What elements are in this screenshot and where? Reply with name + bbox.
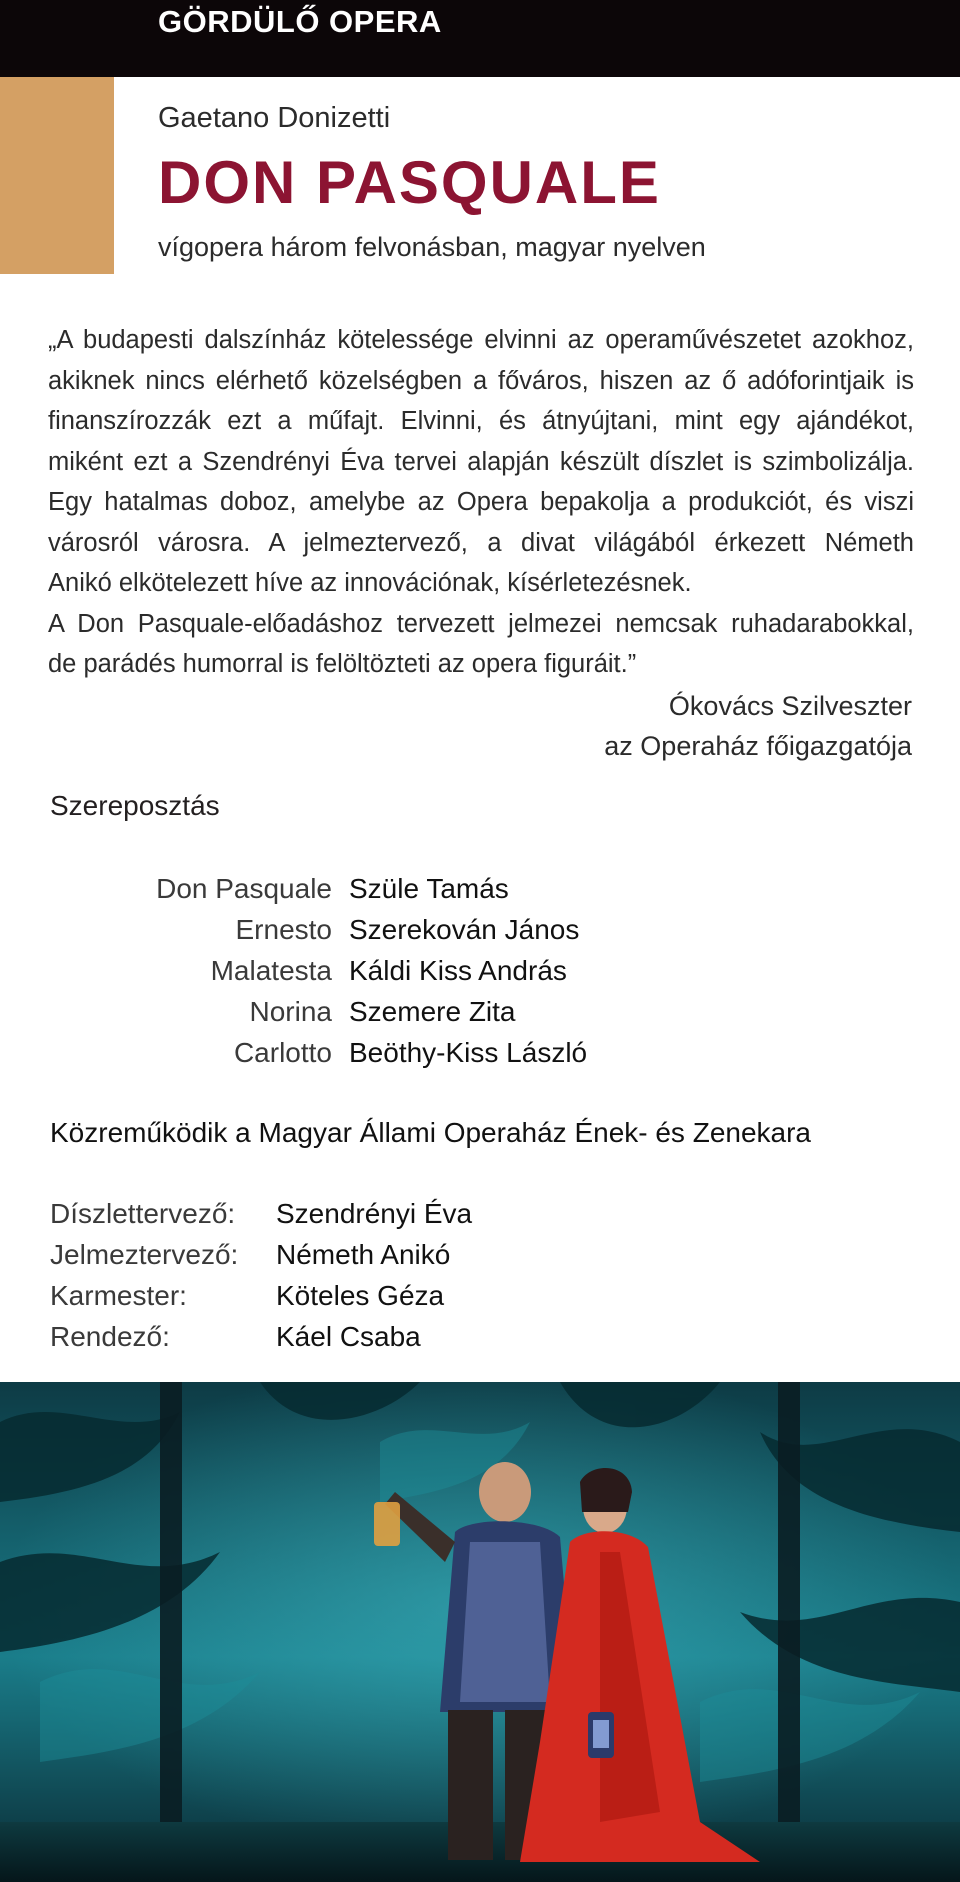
credit-value: Köteles Géza (276, 1280, 445, 1311)
header-bar (0, 0, 960, 77)
quote-line: Anikó elkötelezett híve az innovációnak, kísérletezésnek. (48, 569, 692, 597)
cast-actor: Szerekován János (349, 914, 580, 945)
quote-line: városról városra. A jelmeztervező, a divat világából érkezett Németh (48, 528, 914, 557)
cast-row (0, 1033, 960, 1074)
quote-line: „A budapesti dalszínház kötelessége elvinni az operaművészetet azokhoz, (48, 326, 914, 354)
stage-photo (0, 1382, 960, 1882)
quote-line: finanszírozzák ezt a műfajt. Elvinni, és átnyújtani, mint egy ajándékot, (48, 407, 914, 435)
opera-title: DON PASQUALE (158, 149, 661, 216)
quote-line: Egy hatalmas doboz, amelybe az Opera bepakolja a produkciót, és viszi (48, 488, 914, 516)
director-quote (48, 320, 914, 685)
cast-heading: Szereposztás (50, 790, 220, 821)
credit-value: Káel Csaba (276, 1321, 421, 1352)
cast-row (0, 869, 960, 910)
stage-photo-illustration (0, 1382, 960, 1882)
series-title: GÖRDÜLŐ OPERA (158, 4, 442, 39)
credit-value: Szendrényi Éva (276, 1198, 473, 1229)
credit-label: Karmester: (50, 1280, 187, 1311)
quote-line: miként ezt a Szendrényi Éva tervei alapján készült díszlet is szimbolizálja. (48, 447, 914, 476)
cast-list (0, 869, 960, 1074)
cast-actor: Szüle Tamás (349, 873, 509, 904)
cast-role: Carlotto (233, 1037, 332, 1068)
cast-row (0, 992, 960, 1033)
credits-list (50, 1194, 750, 1358)
cast-actor: Szemere Zita (349, 996, 516, 1027)
cast-role: Malatesta (210, 955, 332, 986)
credit-label: Díszlettervező: (50, 1198, 236, 1229)
credit-row (50, 1194, 750, 1235)
opera-subtitle: vígopera három felvonásban, magyar nyelven (158, 232, 706, 262)
quote-attribution (604, 686, 912, 766)
cast-row (0, 951, 960, 992)
quote-author: Ókovács Szilveszter (668, 691, 912, 721)
cast-actor: Beöthy-Kiss László (349, 1037, 588, 1068)
composer-name: Gaetano Donizetti (158, 102, 391, 134)
credit-row (50, 1235, 750, 1276)
quote-line: A Don Pasquale-előadáshoz tervezett jelmezei nemcsak ruhadarabokkal, (48, 609, 914, 638)
cast-actor: Káldi Kiss András (349, 955, 567, 986)
credit-row (50, 1317, 750, 1358)
cast-role: Ernesto (235, 914, 332, 945)
quote-line: akiknek nincs elérhető közelségben a főváros, hiszen az ő adóforintjaik is (48, 366, 914, 395)
credit-label: Rendező: (50, 1321, 170, 1352)
cast-row (0, 910, 960, 951)
cast-role: Don Pasquale (156, 873, 332, 904)
ensemble-credit: Közreműködik a Magyar Állami Operaház Ének- és Zenekara (50, 1117, 812, 1148)
accent-block (0, 77, 114, 274)
quote-line: de parádés humorral is felöltözteti az opera figuráit.” (48, 650, 637, 678)
cast-role: Norina (249, 996, 332, 1027)
quote-author-title: az Operaház főigazgatója (604, 731, 912, 761)
credit-label: Jelmeztervező: (50, 1239, 239, 1270)
credit-row (50, 1276, 750, 1317)
credit-value: Németh Anikó (276, 1239, 451, 1270)
